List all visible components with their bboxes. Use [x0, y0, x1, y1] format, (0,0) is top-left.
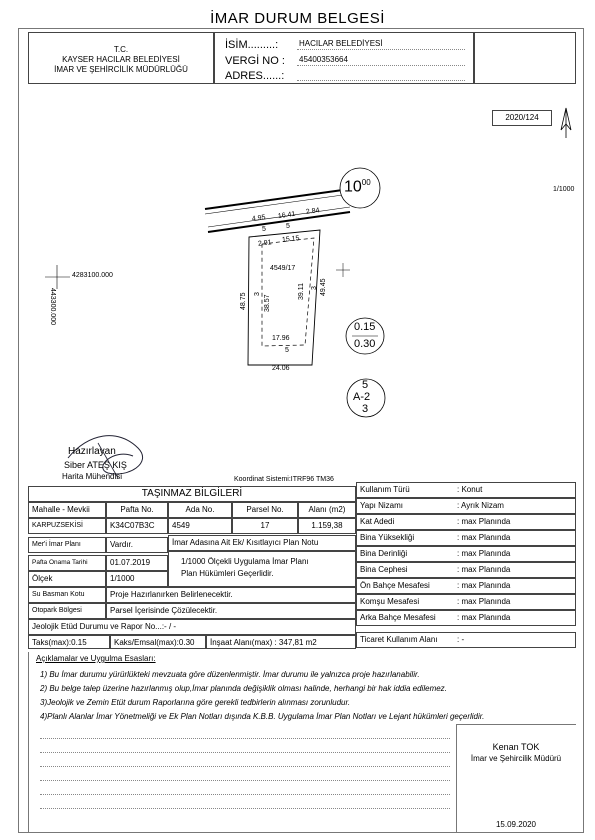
dim-bottom-inner: 17.96	[272, 335, 290, 342]
usage-value: : max Planında	[454, 578, 576, 594]
header-sheet: Pafta No.	[106, 502, 168, 518]
dim-inner-top-a: 2.91	[257, 239, 272, 248]
parking-label: Otopark Bölgesi	[28, 603, 106, 619]
ratio-top: 0.15	[354, 321, 376, 333]
preparer-name: Siber ATEŞ KIŞ	[64, 460, 127, 470]
authority-line2: KAYSER HACILAR BELEDİYESİ	[62, 55, 180, 64]
usage-value: : Ayrık Nizam	[454, 498, 576, 514]
usage-label: Bina Derinliği	[356, 546, 454, 562]
approval-value: 01.07.2019	[106, 555, 168, 571]
header-block: Ada No.	[168, 502, 232, 518]
approval-label: Pafta Onama Tarihi	[28, 555, 106, 571]
note-item-1: 1) Bu İmar durumu yürürlükteki mevzuata göre düzenlenmiştir. İmar durumu ile yalnızca proje hazırlanabilir.	[40, 670, 420, 679]
parking-value: Parsel İçerisinde Çözülecektir.	[106, 603, 356, 619]
construction-area: İnşaat Alanı(max) : 347,81 m2	[206, 635, 356, 649]
setback-top: 5	[262, 226, 266, 233]
scale-label: Ölçek	[28, 571, 106, 587]
usage-label: Kat Adedi	[356, 514, 454, 530]
coord-north-label: 4283100.000	[72, 272, 113, 279]
usage-label: Kullanım Türü	[356, 482, 454, 498]
authority-line1: T.C.	[113, 45, 129, 54]
value-block: 4549	[168, 518, 232, 534]
value-sheet: K34C07B3C	[106, 518, 168, 534]
dim-top-b: 16.41	[277, 210, 296, 221]
zone-mid: A-2	[353, 391, 371, 403]
coord-east-label: 443300.000	[49, 288, 56, 325]
preparer-label: Hazırlayan	[68, 446, 116, 457]
header-blank-cell	[474, 32, 576, 84]
name-label: İSİM.........:	[225, 39, 279, 51]
coordinate-system: Koordinat Sistemi:ITRF96 TM36	[234, 476, 334, 483]
name-value: HACILAR BELEDİYESİ	[299, 39, 383, 48]
value-neighborhood: KARPUZSEKİSİ	[28, 518, 106, 534]
note-item-2: 2) Bu belge talep üzerine hazırlanmış olup,İmar planında değişiklik olması halinde, herhangi bir hak iddia edilemez.	[40, 684, 447, 693]
scale-value: 1/1000	[106, 571, 168, 587]
notes-title: Açıklamalar ve Uygulma Esasları:	[36, 654, 156, 663]
document-title: İMAR DURUM BELGESİ	[210, 10, 385, 27]
dim-inner-top-b: 15.15	[281, 235, 300, 244]
plan-label: Mer'i İmar Planı	[28, 537, 106, 553]
plan-note-line1: 1/1000 Ölçekli Uygulama İmar Planı	[181, 557, 309, 566]
flood-label: Su Basman Kotu	[28, 587, 106, 603]
header-neighborhood: Mahalle - Mevkii	[28, 502, 106, 518]
property-section-title: TAŞINMAZ BİLGİLERİ	[28, 486, 356, 502]
dim-top-c: 2.84	[305, 207, 321, 216]
setback-left: 3	[254, 292, 261, 296]
authority-block	[28, 32, 214, 84]
usage-label: Bina Cephesi	[356, 562, 454, 578]
kaks-value: Kaks/Emsal(max):0.30	[110, 635, 206, 649]
usage-value: : max Planında	[454, 530, 576, 546]
dim-left-inner: 38.57	[264, 294, 271, 312]
dim-bottom-outer: 24.06	[272, 365, 290, 372]
note-item-3: 3)Jeolojik ve Zemin Etüt durum Raporlarına göre gerekli tedbirlerin alınması zorunludur.	[40, 698, 351, 707]
header-parcel: Parsel No.	[232, 502, 298, 518]
header-area: Alanı (m2)	[298, 502, 356, 518]
value-area: 1.159,38	[298, 518, 356, 534]
usage-label: Yapı Nizamı	[356, 498, 454, 514]
usage-value: : -	[454, 632, 576, 648]
usage-value: : max Planında	[454, 610, 576, 626]
usage-value: : Konut	[454, 482, 576, 498]
dim-top-a: 4.95	[251, 214, 267, 223]
drawing-scale: 1/1000	[553, 186, 575, 193]
plan-note-line2: Plan Hükümleri Geçerlidir.	[181, 569, 274, 578]
usage-label: Ön Bahçe Mesafesi	[356, 578, 454, 594]
signature-box	[456, 724, 576, 832]
usage-value: : max Planında	[454, 514, 576, 530]
plan-note	[168, 551, 356, 587]
plan-limit-label: İmar Adasına Ait Ek/ Kısıtlayıcı Plan Notu	[168, 535, 356, 551]
value-parcel: 17	[232, 518, 298, 534]
zone-top: 5	[362, 379, 369, 391]
address-label: ADRES......:	[225, 70, 285, 82]
usage-label: Arka Bahçe Mesafesi	[356, 610, 454, 626]
setback-top2: 5	[286, 223, 290, 230]
setback-right: 3	[311, 286, 318, 290]
preparer-title: Harita Mühendisi	[62, 472, 123, 481]
setback-bottom: 5	[285, 347, 289, 354]
plan-value: Vardır.	[106, 537, 168, 553]
parcel-id: 4549/17	[270, 265, 296, 272]
dim-right-inner: 39.11	[298, 283, 305, 300]
applicant-block	[214, 32, 474, 84]
dim-left-outer: 48.75	[240, 292, 247, 310]
signer-name: Kenan TOK	[492, 742, 540, 752]
flood-value: Proje Hazırlanırken Belirlenecektir.	[106, 587, 356, 603]
signature-date: 15.09.2020	[495, 820, 537, 829]
zone-bottom: 3	[362, 403, 369, 415]
usage-label: Ticaret Kullanım Alanı	[356, 632, 454, 648]
usage-value: : max Planında	[454, 546, 576, 562]
tax-label: VERGİ NO :	[225, 55, 285, 67]
road-width-label: $10^{00}$	[344, 178, 371, 196]
dim-right-outer: 49.45	[320, 278, 327, 296]
geo-status: Jeolojik Etüd Durumu ve Rapor No...:- / -	[28, 619, 356, 635]
signer-title: İmar ve Şehircilik Müdürü	[470, 754, 562, 763]
document-number: 2020/124	[492, 110, 552, 126]
authority-line3: İMAR VE ŞEHİRCİLİK MÜDÜRLÜĞÜ	[54, 65, 188, 74]
usage-value: : max Planında	[454, 562, 576, 578]
usage-label: Komşu Mesafesi	[356, 594, 454, 610]
note-item-4: 4)Planlı Alanlar İmar Yönetmeliği ve Ek Plan Notları dışında K.B.B. Uygulama İmar Plan Notları ve Lejant hükümleri geçerlidir.	[40, 712, 485, 721]
usage-value: : max Planında	[454, 594, 576, 610]
parcel-drawing	[0, 100, 595, 460]
taks-value: Taks(max):0.15	[28, 635, 110, 649]
usage-label: Bina Yüksekliği	[356, 530, 454, 546]
tax-value: 45400353664	[299, 55, 348, 64]
ratio-bottom: 0.30	[354, 338, 376, 350]
north-arrow-icon	[561, 108, 571, 138]
